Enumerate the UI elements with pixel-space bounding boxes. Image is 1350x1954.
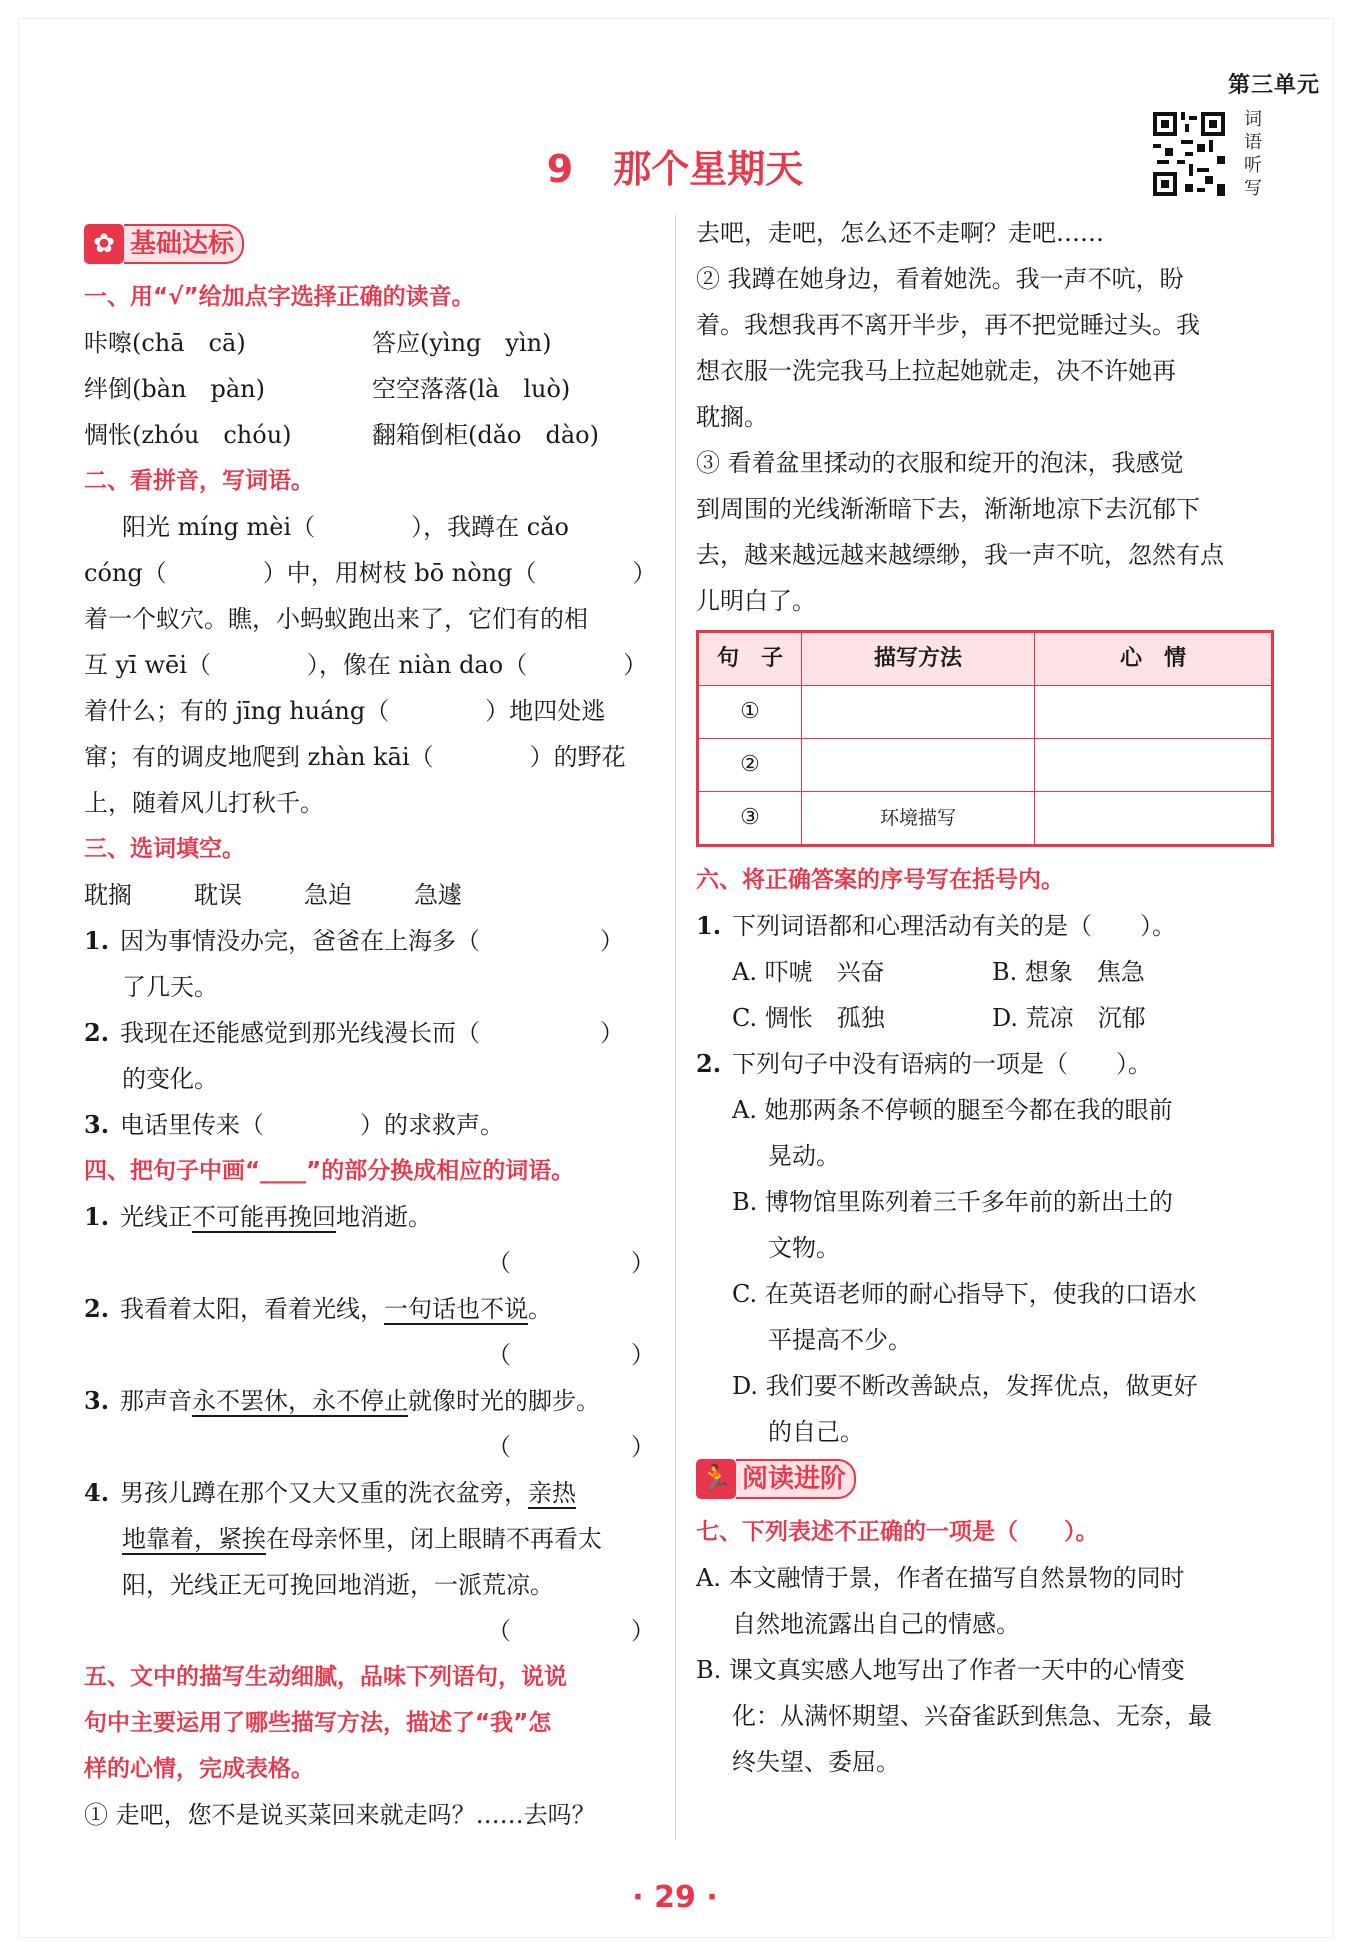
option-cont: 文物。 (768, 1234, 840, 1262)
table-header: 描写方法 (802, 632, 1035, 686)
sec4-question (84, 1194, 659, 1240)
word: 答应 (372, 329, 420, 357)
option-cont: 平提高不少。 (768, 1326, 912, 1354)
question-number: 1. (84, 926, 110, 955)
sec3-title: 三、选词填空。 (84, 836, 245, 862)
word: 绊倒 (84, 375, 132, 403)
sec1-row (84, 366, 659, 412)
option[interactable]: A. 本文融情于景，作者在描写自然景物的同时 (696, 1564, 1185, 1592)
left-column (84, 220, 659, 1838)
table-cell[interactable] (802, 739, 1035, 792)
sec3-question-cont: 了几天。 (122, 973, 218, 1001)
sec3-question (84, 1010, 659, 1056)
sec3-question-cont: 的变化。 (122, 1065, 218, 1093)
sec2-title: 二、看拼音，写词语。 (84, 468, 314, 494)
question-text: 电话里传来（ ）的求救声。 (120, 1111, 504, 1139)
text: 我看着太阳，看着光线， (120, 1295, 384, 1323)
option-cont: 终失望、委屈。 (732, 1748, 900, 1776)
table-cell[interactable] (1035, 686, 1273, 739)
option[interactable]: C. 在英语老师的耐心指导下，使我的口语水 (732, 1280, 1197, 1308)
text: 光线正 (120, 1203, 192, 1231)
sec2-line: 着一个蚁穴。瞧，小蚂蚁跑出来了，它们有的相 (84, 605, 588, 633)
question-number: 2. (84, 1294, 110, 1323)
options: (là luò) (468, 375, 571, 403)
sec5-title: 句中主要运用了哪些描写方法，描述了“我”怎 (84, 1710, 552, 1736)
sec4-question-cont: 阳，光线正无可挽回地消逝，一派荒凉。 (122, 1571, 554, 1599)
option-row (696, 995, 1274, 1041)
question-number: 1. (696, 911, 722, 940)
sec1-row (84, 320, 659, 366)
table-cell: ② (698, 739, 802, 792)
underlined-text: 不可能再挽回 (192, 1203, 336, 1231)
word: 咔嚓 (84, 329, 132, 357)
underlined-text: 永不罢休，永不停止 (192, 1387, 408, 1415)
table-header: 句 子 (698, 632, 802, 686)
sec2-line: 窜；有的调皮地爬到 zhàn kāi（ ）的野花 (84, 743, 626, 771)
option-cont: 自然地流露出自己的情感。 (732, 1610, 1020, 1638)
sec5-title: 样的心情，完成表格。 (84, 1756, 314, 1782)
table-row (698, 739, 1273, 792)
choice: 急迫 (304, 881, 352, 909)
question-number: 4. (84, 1478, 110, 1507)
text: 地消逝。 (336, 1203, 432, 1231)
option[interactable]: A. 她那两条不停顿的腿至今都在我的眼前 (732, 1096, 1173, 1124)
answer-blank[interactable]: （ ） (487, 1341, 655, 1369)
question-text: 下列句子中没有语病的一项是（ ）。 (732, 1050, 1152, 1078)
question-number: 2. (84, 1018, 110, 1047)
word: 空空落落 (372, 375, 468, 403)
sec7-title: 七、下列表述不正确的一项是（ ）。 (696, 1519, 1099, 1545)
option[interactable]: D. 我们要不断改善缺点，发挥优点，做更好 (732, 1372, 1198, 1400)
qr-label: 词语听写 (1244, 109, 1262, 199)
runner-icon: 🏃 (696, 1459, 736, 1499)
question-number: 3. (84, 1110, 110, 1139)
answer-blank[interactable]: （ ） (487, 1433, 655, 1461)
sec4-question (84, 1470, 659, 1516)
sec5-title: 五、文中的描写生动细腻，品味下列语句，说说 (84, 1664, 567, 1690)
sec1-row (84, 412, 659, 458)
choice: 耽搁 (84, 881, 132, 909)
choice: 耽误 (194, 881, 242, 909)
sec3-question (84, 1102, 659, 1148)
unit-label: 第三单元 (1227, 73, 1320, 98)
word: 翻箱倒柜 (372, 421, 468, 449)
lesson-number: 9 (546, 147, 574, 191)
gear-icon: ✿ (84, 224, 124, 264)
options: (dǎo dào) (468, 421, 599, 449)
options: (yìng yìn) (420, 329, 552, 357)
sec4-title: 四、把句子中画“____”的部分换成相应的词语。 (84, 1158, 575, 1184)
options: (chā cā) (132, 329, 246, 357)
question-text: 下列词语都和心理活动有关的是（ ）。 (732, 912, 1176, 940)
question-text: 我现在还能感觉到那光线漫长而（ ） (120, 1019, 624, 1047)
option-cont: 晃动。 (768, 1142, 840, 1170)
option[interactable]: B. 课文真实感人地写出了作者一天中的心情变 (696, 1656, 1185, 1684)
reading-banner-label: 阅读进阶 (736, 1459, 856, 1499)
sec2-line: 互 yī wēi（ ），像在 niàn dao（ ） (84, 651, 648, 679)
choice: 急遽 (414, 881, 462, 909)
sec4-question (84, 1286, 659, 1332)
options: (zhóu chóu) (132, 421, 292, 449)
sec1-title: 一、用“√”给加点字选择正确的读音。 (84, 284, 475, 310)
option[interactable]: B. 想象 焦急 (992, 958, 1145, 986)
sec5-item-1: ① 走吧，您不是说买菜回来就走吗？……去吗？ (84, 1801, 596, 1829)
option[interactable]: B. 博物馆里陈列着三千多年前的新出土的 (732, 1188, 1173, 1216)
sec2-line: cóng（ ）中，用树枝 bō nòng（ ） (84, 559, 657, 587)
sec5-item-3: 儿明白了。 (696, 587, 816, 615)
text: 就像时光的脚步。 (408, 1387, 600, 1415)
page-number: · 29 · (632, 1880, 718, 1915)
sec3-question (84, 918, 659, 964)
basic-banner-label: 基础达标 (124, 224, 244, 264)
word: 惆怅 (84, 421, 132, 449)
text: 。 (528, 1295, 552, 1323)
sec5-item-1-cont: 去吧，走吧，怎么还不走啊？走吧…… (696, 219, 1104, 247)
sec2-line: 阳光 míng mèi（ ），我蹲在 cǎo (122, 513, 569, 541)
sec4-question (84, 1378, 659, 1424)
underlined-text: 亲热 (528, 1479, 576, 1507)
option[interactable]: D. 荒凉 沉郁 (992, 1004, 1146, 1032)
sec5-item-2: 耽搁。 (696, 403, 768, 431)
text: 男孩儿蹲在那个又大又重的洗衣盆旁， (120, 1479, 528, 1507)
table-cell[interactable] (1035, 792, 1273, 846)
sec5-item-2: 想衣服一洗完我马上拉起她就走，决不许她再 (696, 357, 1176, 385)
sec5-item-2: 着。我想我再不离开半步，再不把觉睡过头。我 (696, 311, 1200, 339)
answer-blank[interactable]: （ ） (487, 1617, 655, 1645)
text: 那声音 (120, 1387, 192, 1415)
sec5-item-3: 到周围的光线渐渐暗下去，渐渐地凉下去沉郁下 (696, 495, 1200, 523)
question-number: 2. (696, 1049, 722, 1078)
text: 在母亲怀里，闭上眼睛不再看太 (266, 1525, 602, 1553)
table-cell: ③ (698, 792, 802, 846)
table-cell[interactable] (802, 686, 1035, 739)
sec6-title: 六、将正确答案的序号写在括号内。 (696, 867, 1064, 893)
basic-banner (84, 222, 244, 266)
option-cont: 化：从满怀期望、兴奋雀跃到焦急、无奈，最 (732, 1702, 1212, 1730)
question-number: 3. (84, 1386, 110, 1415)
lesson-name: 那个星期天 (613, 147, 804, 191)
question-text: 因为事情没办完，爸爸在上海多（ ） (120, 927, 624, 955)
option[interactable]: A. 吓唬 兴奋 (732, 958, 885, 986)
table-cell: ① (698, 686, 802, 739)
sec5-item-3: 去，越来越远越来越缥缈，我一声不吭，忽然有点 (696, 541, 1224, 569)
sec2-line: 上，随着风儿打秋千。 (84, 789, 324, 817)
sec5-item-3: ③ 看着盆里揉动的衣服和绽开的泡沫，我感觉 (696, 449, 1184, 477)
table-row (698, 686, 1273, 739)
table-header: 心 情 (1035, 632, 1273, 686)
description-table (696, 630, 1274, 847)
options: (bàn pàn) (132, 375, 265, 403)
column-divider (675, 215, 676, 1840)
table-row (698, 792, 1273, 846)
option-row (696, 949, 1274, 995)
sec3-choices (84, 872, 659, 918)
sec6-question (696, 903, 1274, 949)
answer-blank[interactable]: （ ） (487, 1249, 655, 1277)
underlined-text: 地靠着，紧挨 (122, 1525, 266, 1553)
option-cont: 的自己。 (768, 1418, 864, 1446)
sec5-item-2: ② 我蹲在她身边，看着她洗。我一声不吭，盼 (696, 265, 1184, 293)
question-number: 1. (84, 1202, 110, 1231)
table-cell: 环境描写 (802, 792, 1035, 846)
lesson-title (0, 138, 1350, 193)
table-cell[interactable] (1035, 739, 1273, 792)
sec6-question (696, 1041, 1274, 1087)
right-column (696, 210, 1274, 1785)
reading-banner (696, 1457, 856, 1501)
underlined-text: 一句话也不说 (384, 1295, 528, 1323)
option[interactable]: C. 惆怅 孤独 (732, 1004, 885, 1032)
sec4-question-cont (84, 1516, 659, 1562)
sec2-line: 着什么；有的 jīng huáng（ ）地四处逃 (84, 697, 606, 725)
